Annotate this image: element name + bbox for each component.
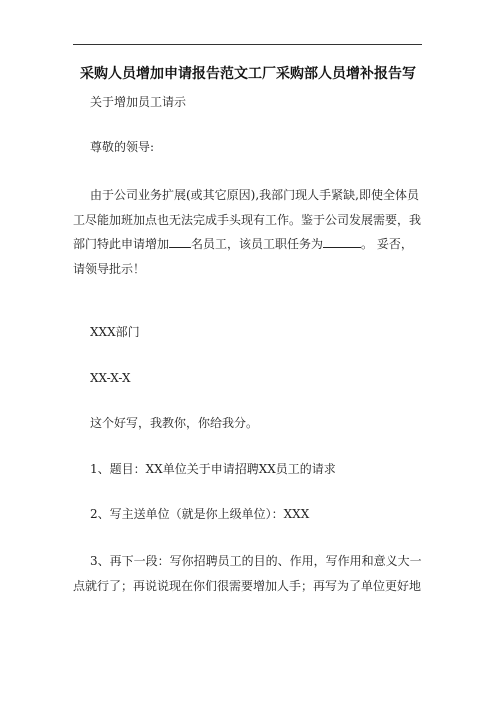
headcount-blank [169, 235, 191, 248]
document-subtitle: 关于增加员工请示 [90, 95, 187, 109]
request-text-part3: 。 妥否，请领导批示！ [73, 237, 413, 276]
request-paragraph [73, 183, 423, 281]
instruction-item-1: 1、题目：XX单位关于申请招聘XX员工的请求 [90, 462, 336, 476]
document-title: 采购人员增加申请报告范文工厂采购部人员增补报告写 [80, 66, 416, 82]
instruction-item-3: 3、再下一段：写你招聘员工的目的、作用，写作用和意义大一点就行了；再说说现在你们很需要增加人手；再写为了单位更好地 [73, 554, 422, 593]
signature-department: XXX部门 [90, 325, 140, 339]
signature-date: XX-X-X [90, 371, 131, 385]
request-text-part2: 名员工，该员工职任务为 [191, 237, 324, 251]
request-text-part1: 由于公司业务扩展(或其它原因),我部门现人手紧缺,即使全体员工尽能加班加点也无法完成手头现有工作。鉴于公司发展需要，我部门特此申请增加 [73, 188, 422, 251]
duty-blank [323, 235, 361, 248]
instruction-item-2: 2、写主送单位（就是你上级单位）：XXX [90, 507, 310, 521]
header-rule [73, 44, 422, 45]
salutation: 尊敬的领导: [90, 140, 155, 154]
intro-line: 这个好写，我教你，你给我分。 [90, 416, 259, 430]
